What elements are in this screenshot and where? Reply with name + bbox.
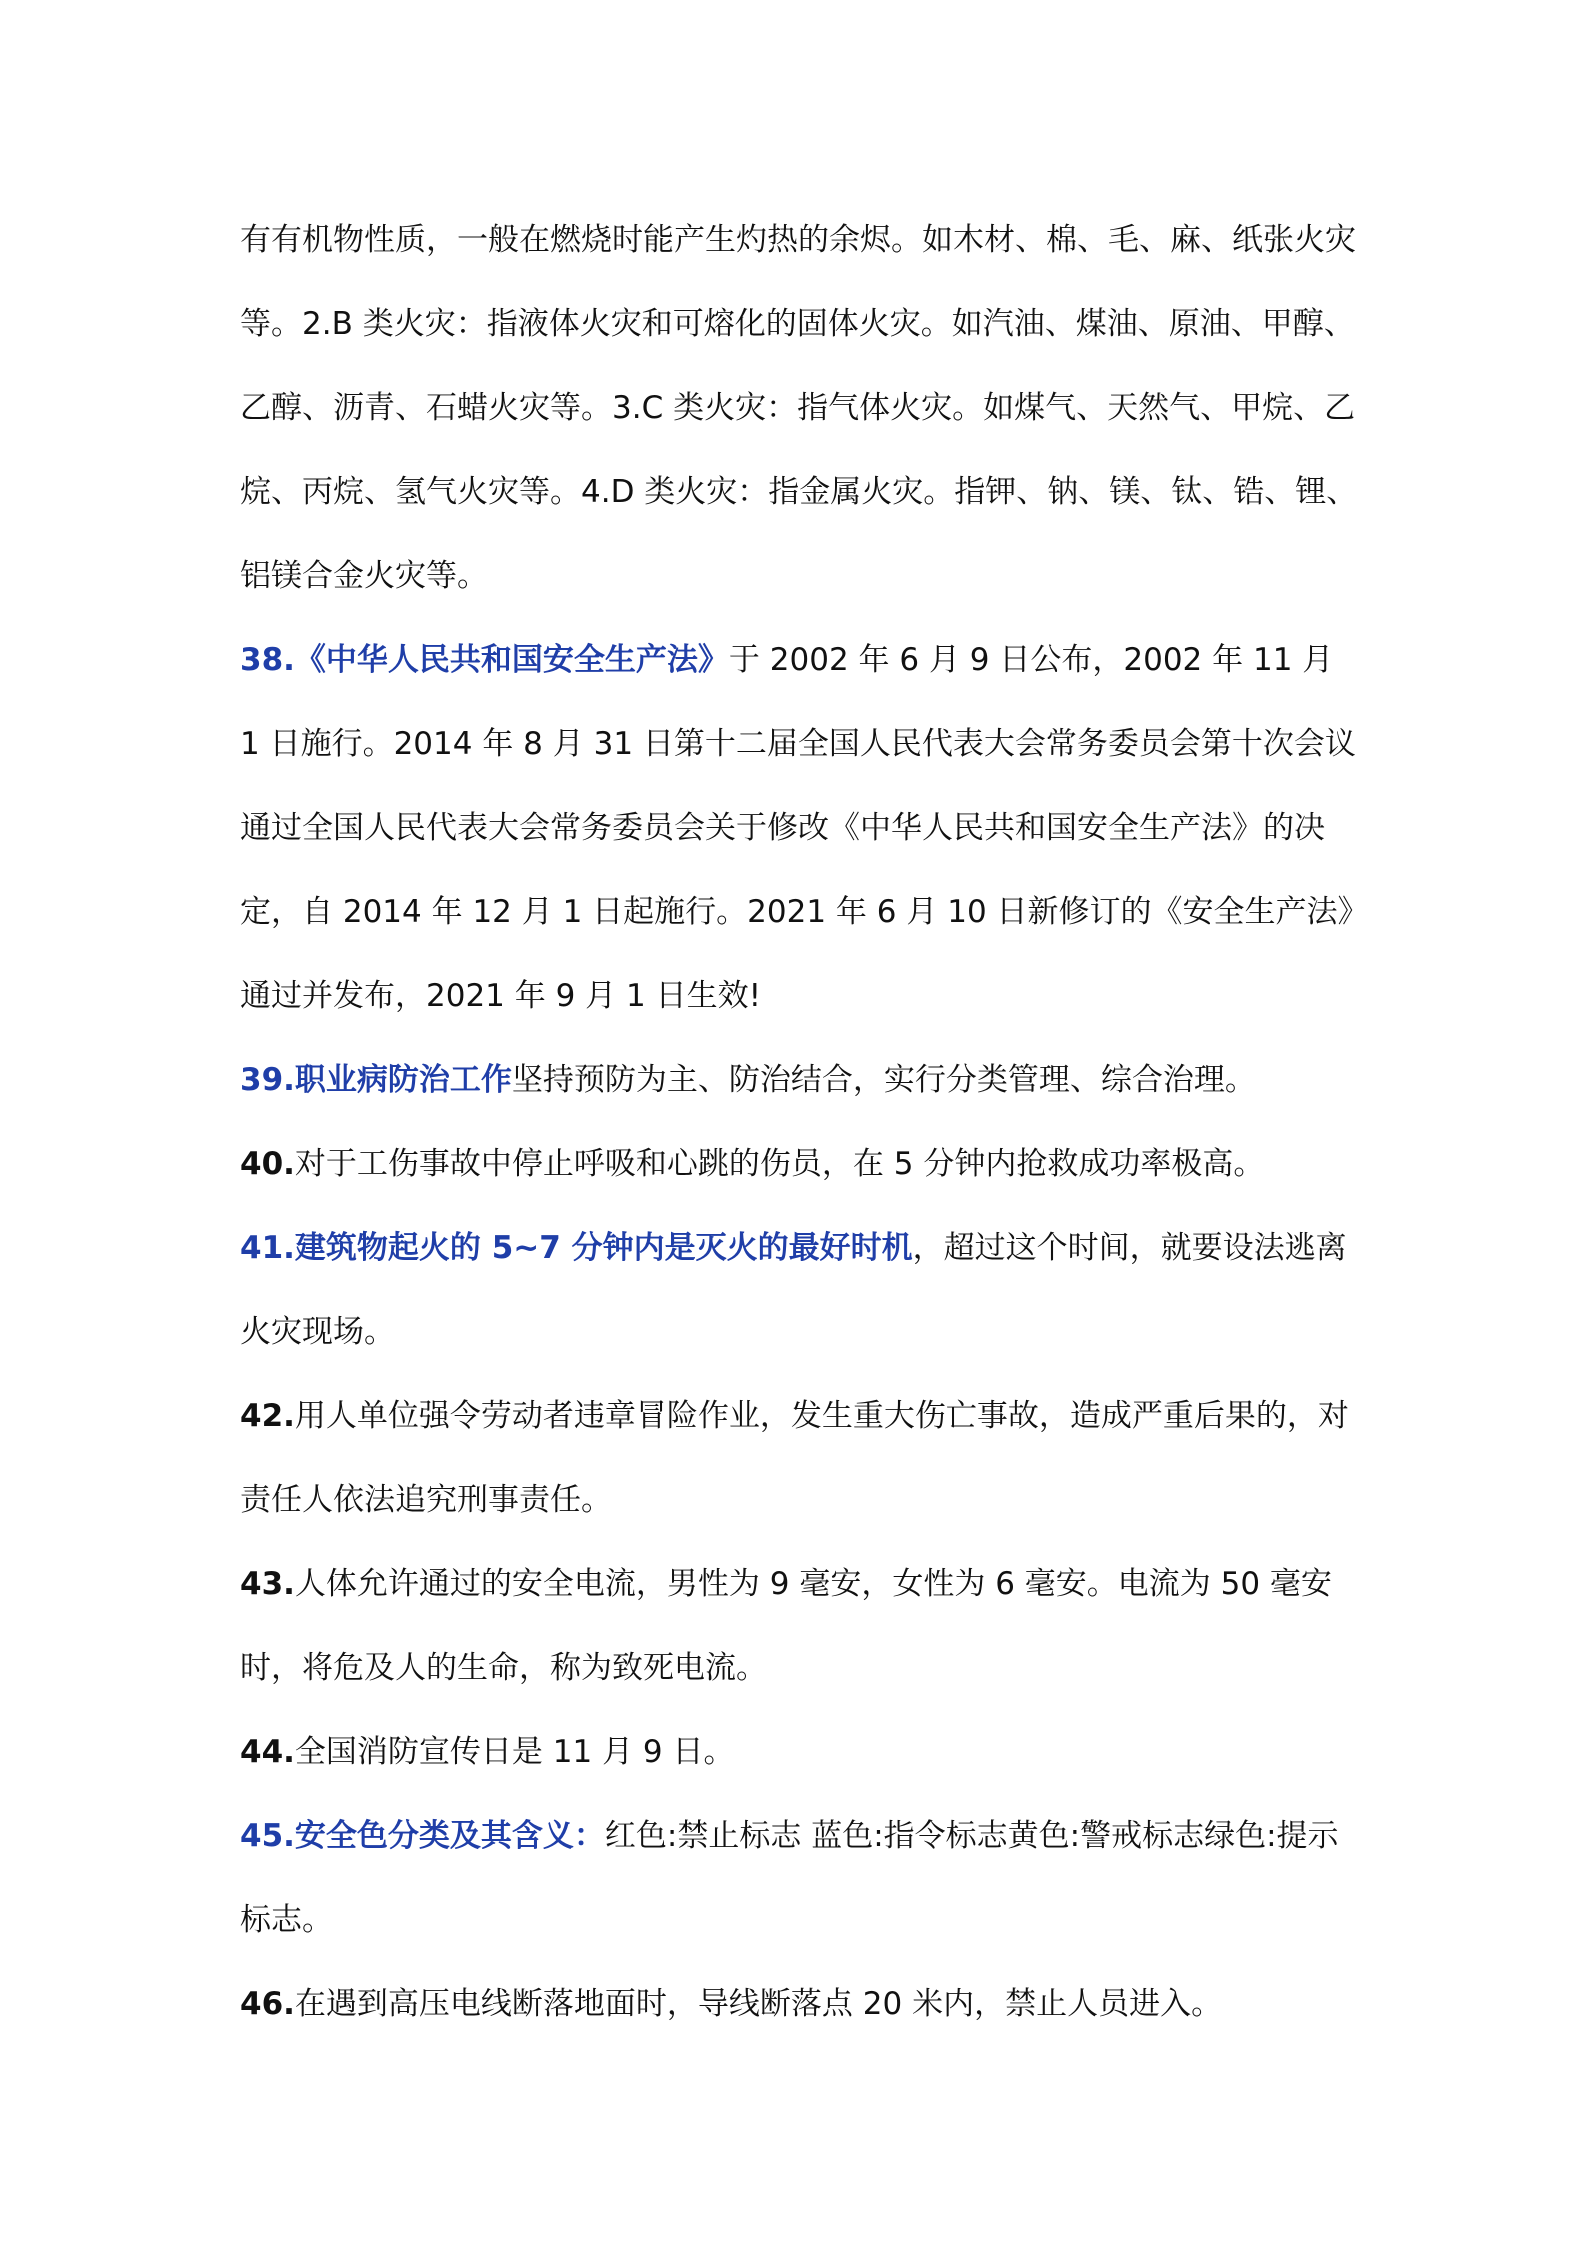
- item-text: 人体允许通过的安全电流，男性为 9 毫安，女性为 6 毫安。电流为 50 毫安时，将危及人的生命，称为致死电流。: [240, 1566, 1332, 1686]
- item-41: [240, 1206, 1360, 1374]
- item-38: [240, 618, 1360, 1038]
- item-text: 对于工伤事故中停止呼吸和心跳的伤员，在 5 分钟内抢救成功率极高。: [294, 1146, 1265, 1182]
- paragraph-fire-classes: [240, 198, 1360, 618]
- item-text: 红色:禁止标志 蓝色:指令标志黄色:警戒标志绿色:提示标志。: [240, 1818, 1339, 1938]
- item-number: 39.: [240, 1062, 295, 1098]
- item-highlight: [240, 1062, 512, 1098]
- item-text: 在遇到高压电线断落地面时，导线断落点 20 米内，禁止人员进入。: [294, 1986, 1223, 2022]
- item-highlight: [240, 1230, 913, 1266]
- paragraph-text: 有有机物性质，一般在燃烧时能产生灼热的余烬。如木材、棉、毛、麻、纸张火灾等。2.B 类火灾：指液体火灾和可熔化的固体火灾。如汽油、煤油、原油、甲醇、乙醇、沥青、石蜡火灾等。3.C 类火灾：指气体火灾。如煤气、天然气、甲烷、乙烷、丙烷、氢气火灾等。4.D 类火灾：指金属火灾。指钾、钠、镁、钛、锆、锂、铝镁合金火灾等。: [240, 222, 1358, 594]
- item-40: [240, 1122, 1360, 1206]
- item-43: [240, 1542, 1360, 1710]
- item-number: 46.: [240, 1986, 295, 2022]
- item-number: 43.: [240, 1566, 295, 1602]
- item-text: 于 2002 年 6 月 9 日公布，2002 年 11 月 1 日施行。2014 年 8 月 31 日第十二届全国人民代表大会常务委员会第十次会议通过全国人民代表大会常务委员会关于修改《中华人民共和国安全生产法》的决定，自 2014 年 12 月 1 日起施行。2021 年 6 月 10 日新修订的《安全生产法》通过并发布，2021 年 9 月 1 日生效!: [240, 642, 1356, 1014]
- item-highlight-text: 《中华人民共和国安全生产法》: [294, 642, 729, 678]
- item-44: [240, 1710, 1360, 1794]
- item-highlight-text: 安全色分类及其含义：: [294, 1818, 605, 1854]
- item-number: 45.: [240, 1818, 295, 1854]
- item-text: ，超过这个时间，就要设法逃离火灾现场。: [240, 1230, 1347, 1350]
- item-highlight-text: 职业病防治工作: [294, 1062, 512, 1098]
- item-highlight: [240, 642, 729, 678]
- item-highlight: [240, 1818, 605, 1854]
- item-number: 38.: [240, 642, 295, 678]
- item-42: [240, 1374, 1360, 1542]
- item-45: [240, 1794, 1360, 1962]
- item-39: [240, 1038, 1360, 1122]
- document-body: [240, 198, 1360, 2046]
- item-number: 42.: [240, 1398, 295, 1434]
- item-number: 40.: [240, 1146, 295, 1182]
- item-46: [240, 1962, 1360, 2046]
- item-text: 用人单位强令劳动者违章冒险作业，发生重大伤亡事故，造成严重后果的，对责任人依法追究刑事责任。: [240, 1398, 1349, 1518]
- item-text: 全国消防宣传日是 11 月 9 日。: [294, 1734, 735, 1770]
- item-text: 坚持预防为主、防治结合，实行分类管理、综合治理。: [511, 1062, 1256, 1098]
- item-highlight-text: 建筑物起火的 5~7 分钟内是灭火的最好时机: [294, 1230, 913, 1266]
- item-number: 44.: [240, 1734, 295, 1770]
- item-number: 41.: [240, 1230, 295, 1266]
